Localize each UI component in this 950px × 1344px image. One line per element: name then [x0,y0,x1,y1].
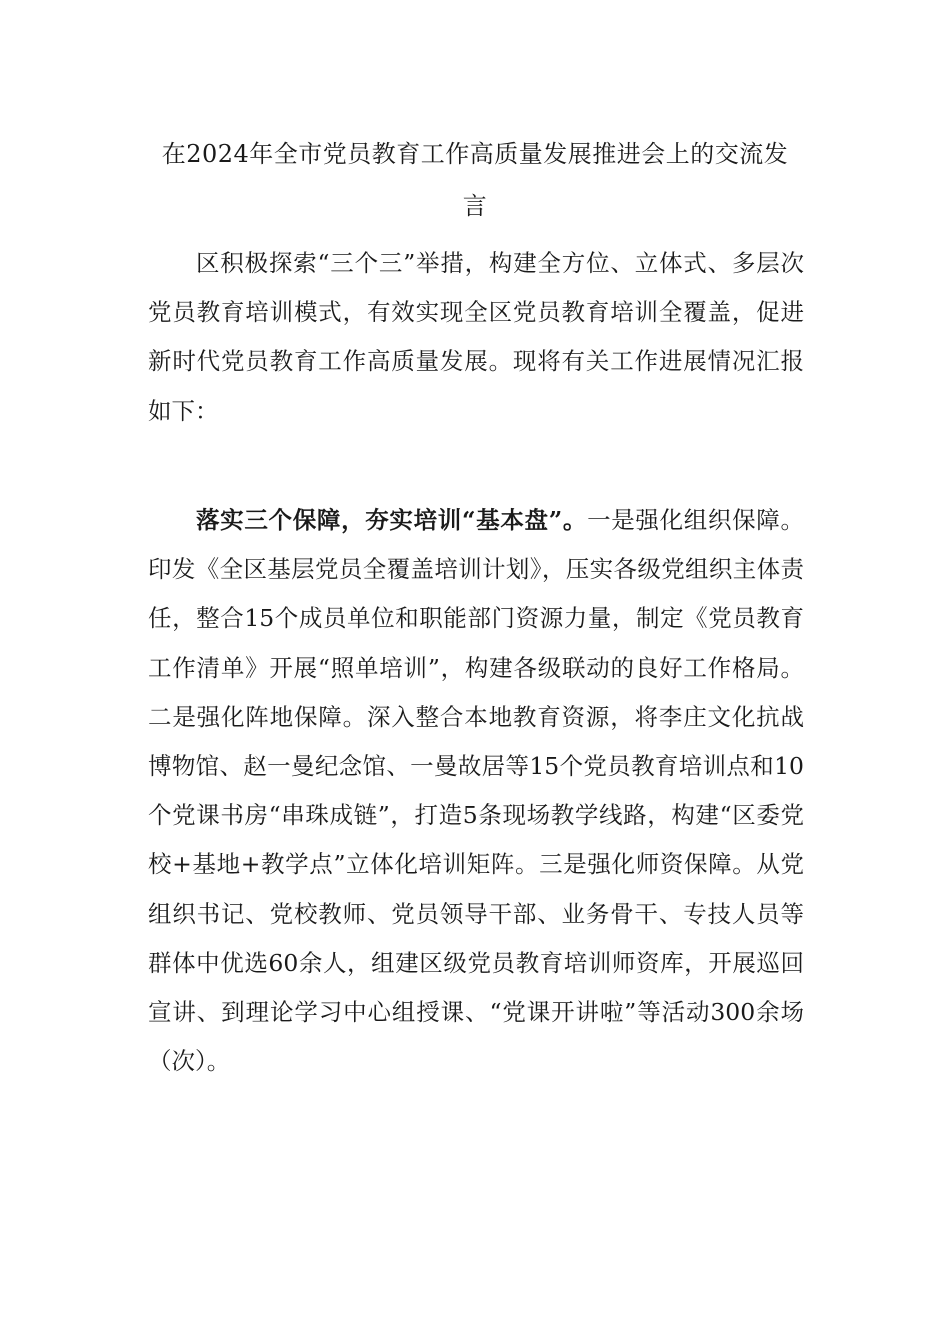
intro-paragraph [148,239,804,436]
section-heading: 落实三个保障，夯实培训“基本盘”。 [196,506,588,534]
intro-paragraph-text: 区积极探索“三个三”举措，构建全方位、立体式、多层次党员教育培训模式，有效实现全区党员教育培训全覆盖，促进新时代党员教育工作高质量发展。现将有关工作进展情况汇报如下： [148,249,804,425]
document-title: 在2024年全市党员教育工作高质量发展推进会上的交流发言 [161,140,789,220]
section-paragraph-text: 一是强化组织保障。印发《全区基层党员全覆盖培训计划》，压实各级党组织主体责任，整合15个成员单位和职能部门资源力量，制定《党员教育工作清单》开展“照单培训”，构建各级联动的良好工作格局。二是强化阵地保障。深入整合本地教育资源，将李庄文化抗战博物馆、赵一曼纪念馆、一曼故居等15个党员教育培训点和10个党课书房“串珠成链”，打造5条现场教学线路，构建“区委党校+基地+教学点”立体化培训矩阵。三是强化师资保障。从党组织书记、党校教师、党员领导干部、业务骨干、专技人员等群体中优选60余人，组建区级党员教育培训师资库，开展巡回宣讲、到理论学习中心组授课、“党课开讲啦”等活动300余场（次）。 [148,506,804,1076]
section-paragraph [148,496,804,1086]
